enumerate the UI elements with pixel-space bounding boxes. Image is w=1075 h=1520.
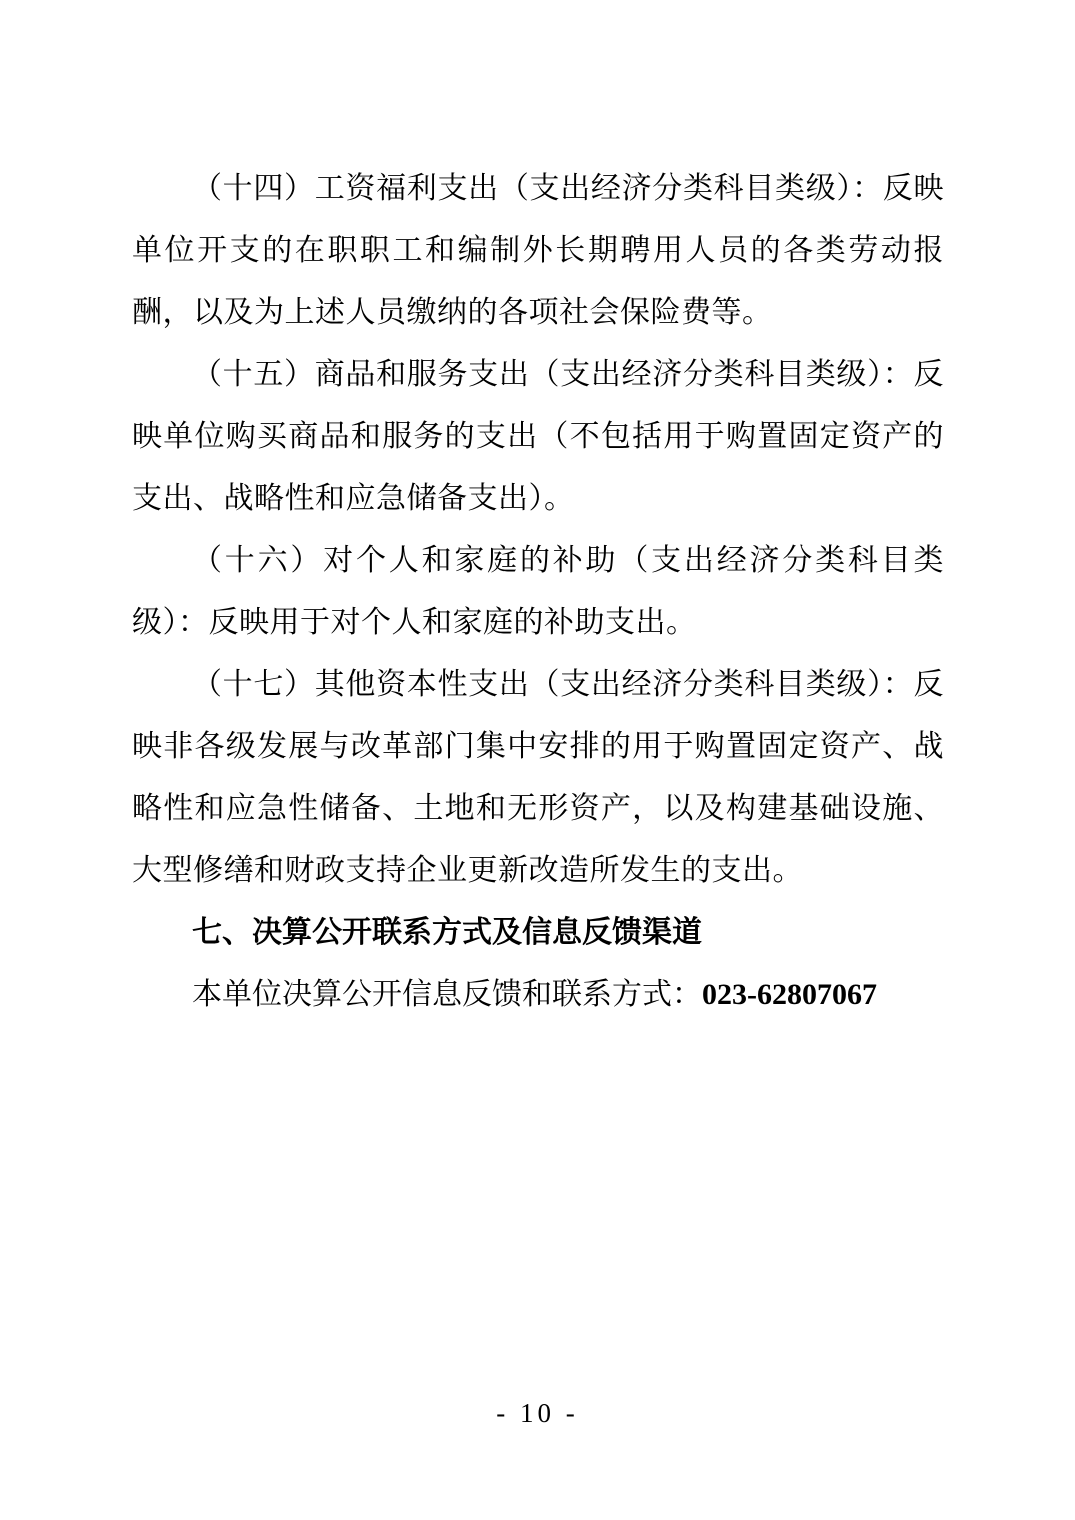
phone-number: 023-62807067 [702,978,877,1011]
paragraph-item-17: （十七）其他资本性支出（支出经济分类科目类级）：反映非各级发展与改革部门集中安排的用于购置固定资产、战略性和应急性储备、土地和无形资产，以及构建基础设施、大型修缮和财政支持企业更新改造所发生的支出。 [132,668,944,887]
section-heading: 七、决算公开联系方式及信息反馈渠道 [192,916,702,949]
contact-label: 本单位决算公开信息反馈和联系方式： [192,978,702,1011]
document-content [132,158,944,1026]
paragraph-item-16: （十六）对个人和家庭的补助（支出经济分类科目类级）：反映用于对个人和家庭的补助支出。 [132,544,944,639]
paragraph-item-14: （十四）工资福利支出（支出经济分类科目类级）：反映单位开支的在职职工和编制外长期聘用人员的各类劳动报酬，以及为上述人员缴纳的各项社会保险费等。 [132,172,944,329]
page-number: - 10 - [496,1398,579,1428]
contact-line [132,964,944,1026]
paragraph-item-15: （十五）商品和服务支出（支出经济分类科目类级）：反映单位购买商品和服务的支出（不包括用于购置固定资产的支出、战略性和应急储备支出）。 [132,358,944,515]
